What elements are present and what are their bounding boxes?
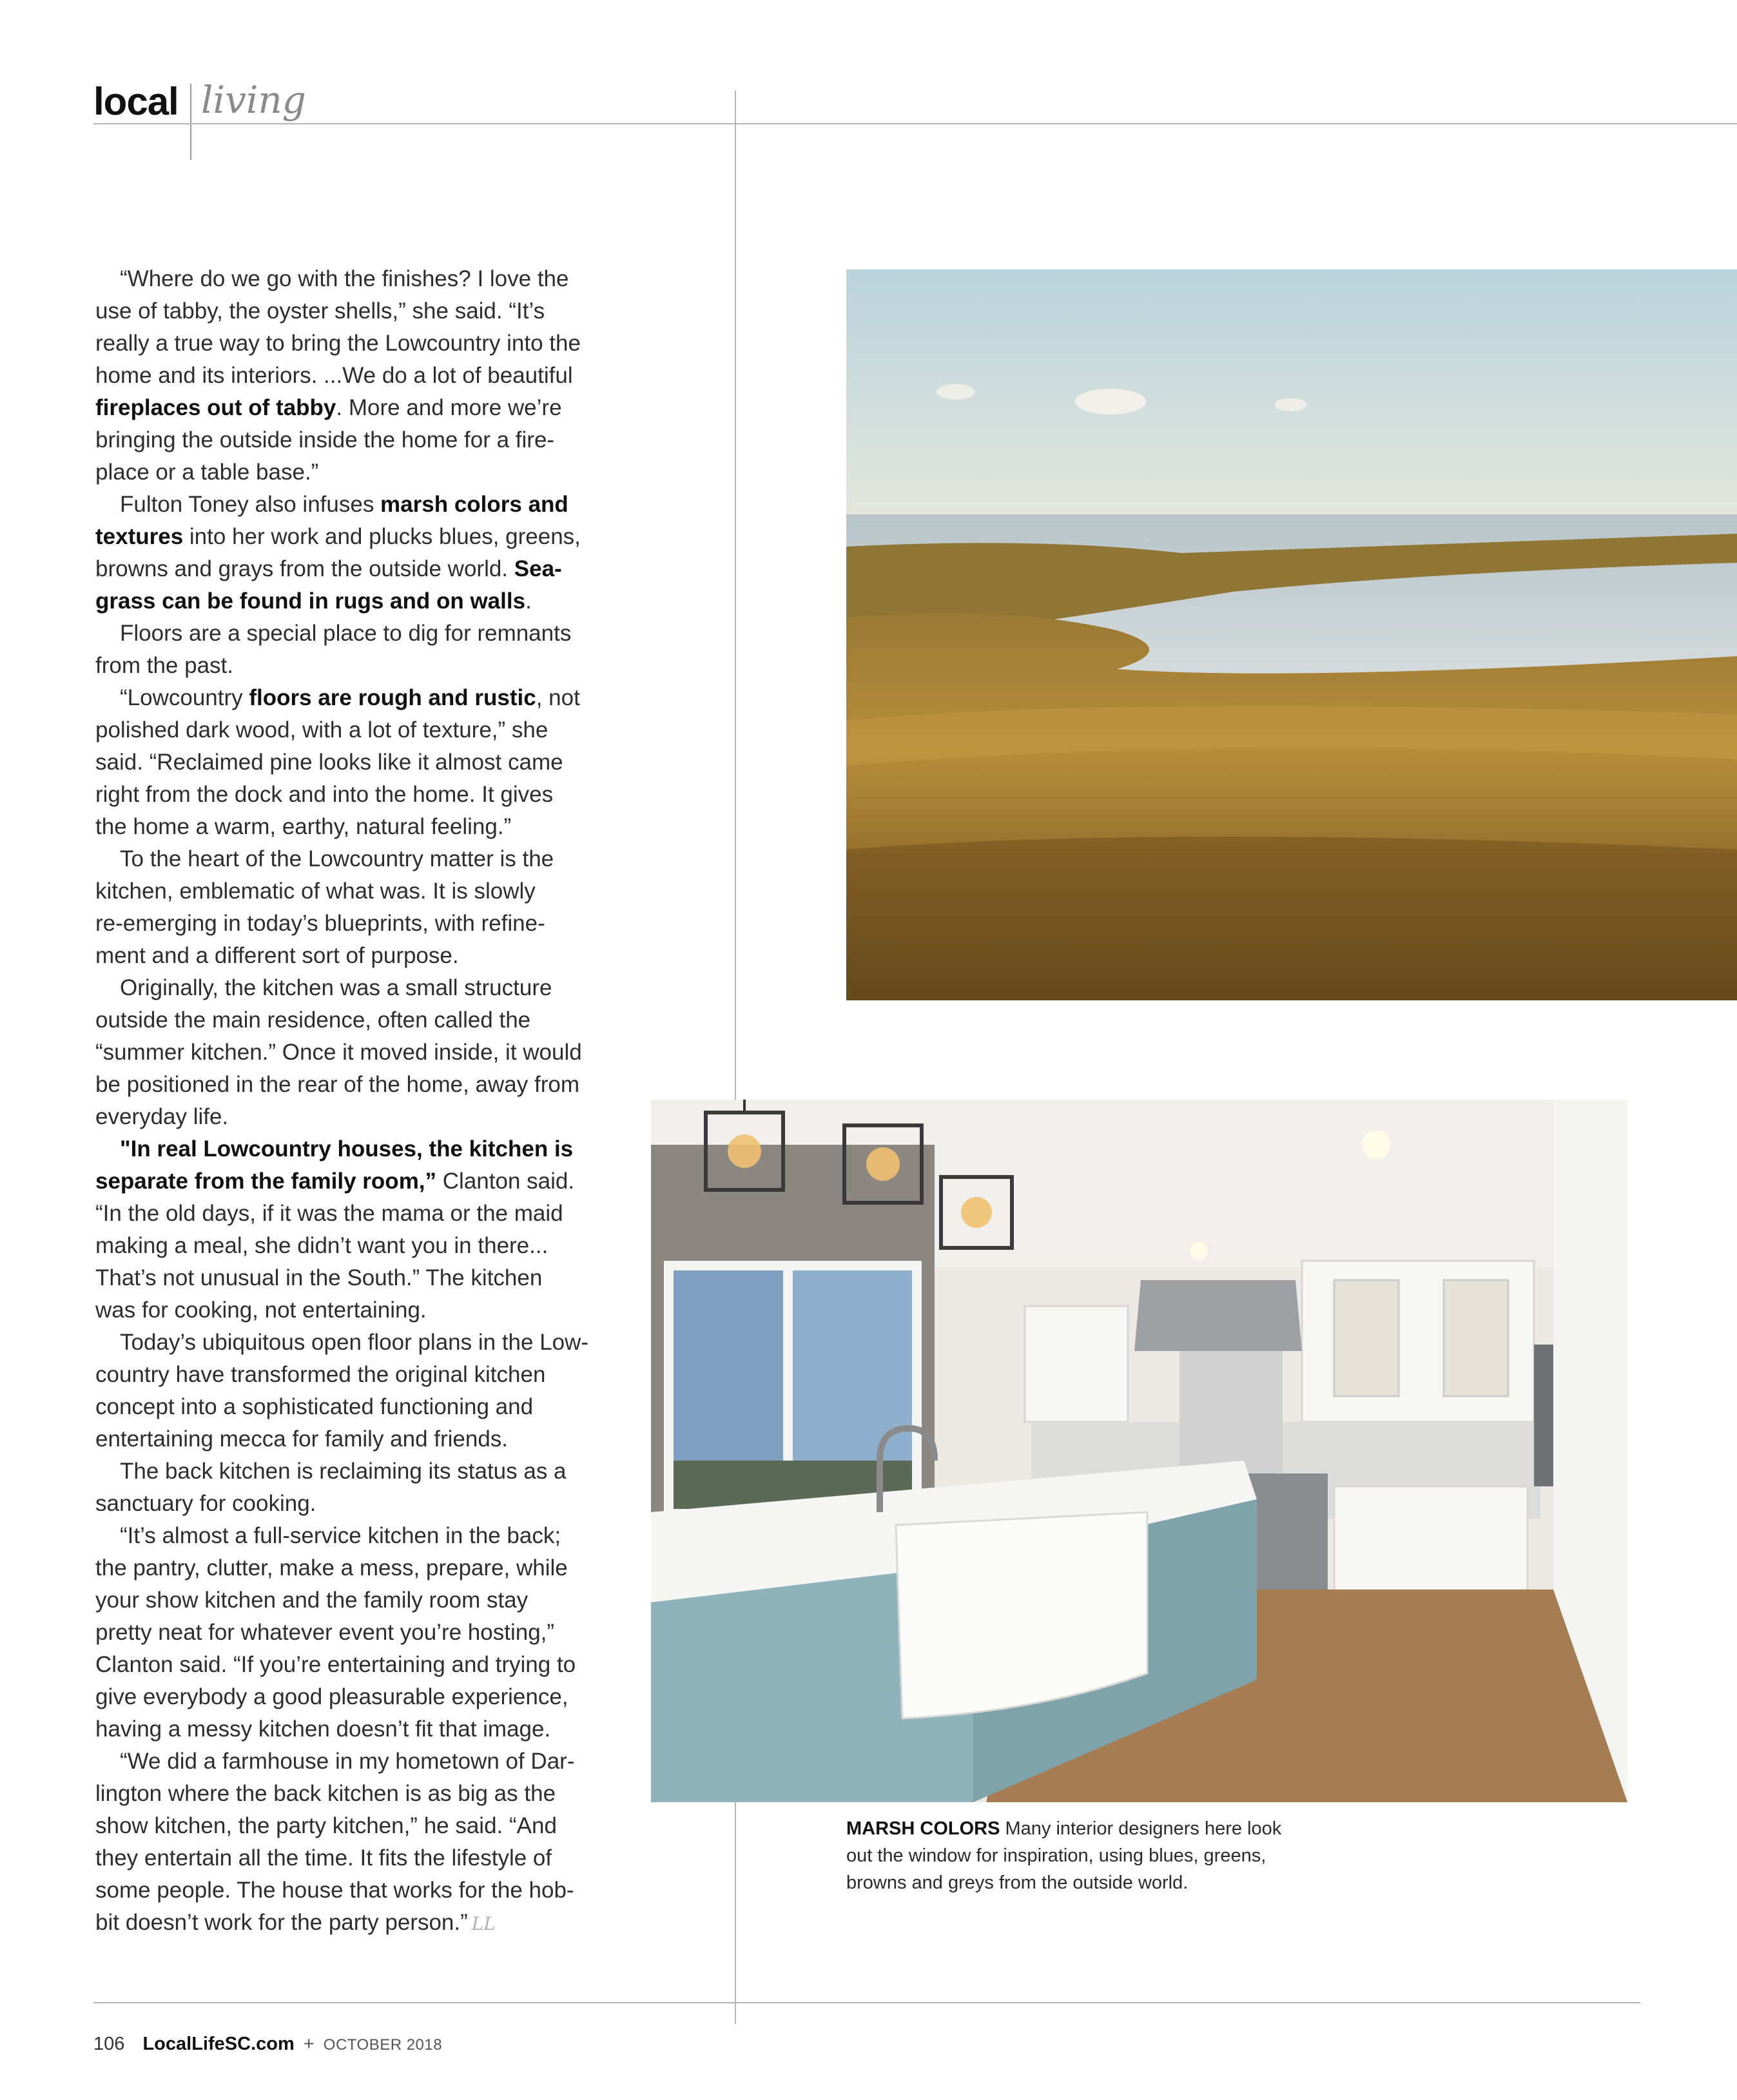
paragraph: “It’s almost a full-service kitchen in the back;: [120, 1523, 561, 1548]
top-rule: [93, 123, 1737, 124]
pull-quote-paragraph: "In real Lowcountry houses, the kitchen is: [120, 1136, 574, 1162]
caption-label: MARSH COLORS: [846, 1818, 1000, 1839]
page-number: 106: [93, 2034, 125, 2054]
photo-caption: MARSH COLORS Many interior designers here look out the window for inspiration, using blues, greens, browns and greys from the outside world.: [846, 1818, 1282, 1893]
paragraph: Floors are a special place to dig for remnants: [120, 621, 572, 646]
bottom-rule: [93, 2002, 1640, 2003]
paragraph: Today’s ubiquitous open floor plans in the Low-: [120, 1330, 589, 1355]
article-body: “Where do we go with the finishes? I love the use of tabby, the oyster shells,” she said. “It’s really a true way to bring the Lowcountry into the home and its interiors. ...We do a lot of beautiful fireplaces out of tabby. More and more we’re bringing the outside inside the home for a fire- place or a table base.” Fulton Toney also infuses marsh colors and textures into her work and plucks blues, greens, browns and grays from the outside world. Sea- grass can be found in rugs and on walls. Floors are a special place to dig for remnants from the past. “Lowcountry floors are rough and rustic, not polished dark wood, with a lot of texture,” she said. “Reclaimed pine looks like it almost came right from the dock and into the home. It gives the home a warm, earthy, natural feeling.” To the heart of the Lowcountry matter is the kitchen, emblematic of what was. It is slowly re-emerging in today’s blueprints, with refine- ment and a different sort of purpose. Originally, the kitchen was a small structure outside the main residence, often called the “summer kitchen.” Once it moved inside, it would be positioned in the rear of the home, away from everyday life. "In real Lowcountry houses, the kitchen is separate from the family room,” Clanton said. “In the old days, if it was the mama or the maid making a meal, she didn’t want you in there... That’s not unusual in the South.” The kitchen was for cooking, not entertaining. Today’s ubiquitous open floor plans in the Low- country have transformed the original kitchen concept into a sophisticated functioning and entertaining mecca for family and friends. The back kitchen is reclaiming its status as a sanctuary for cooking. “It’s almost a full-service kitchen in the back; the pantry, clutter, make a mess, prepare, while your show kitchen and the family room stay pretty neat for whatever event you’re hosting,” Clanton said. “If you’re entertaining and trying to give everybody a good pleasurable experience, having a messy kitchen doesn’t fit that image. “We did a farmhouse in my hometown of Dar- lington where the back kitchen is as big as the show kitchen, the party kitchen,” he said. “And they entertain all the time. It fits the lifestyle of some people. The house that works for the hob- bit doesn’t work for the party person.” LL: [95, 263, 637, 1940]
header-divider: [190, 84, 191, 160]
brand-logo: local: [93, 80, 179, 123]
paragraph: “We did a farmhouse in my hometown of Dar-: [120, 1749, 575, 1774]
marsh-photo: [846, 269, 1737, 1000]
page-footer: [93, 2035, 442, 2054]
paragraph: To the heart of the Lowcountry matter is the: [120, 846, 554, 871]
footer-separator: +: [303, 2034, 315, 2054]
paragraph: “Where do we go with the finishes? I love the: [120, 266, 569, 291]
issue-date: OCTOBER 2018: [323, 2036, 443, 2054]
paragraph: Originally, the kitchen was a small structure: [120, 975, 552, 1000]
section-label: living: [201, 78, 306, 122]
paragraph: The back kitchen is reclaiming its status as a: [120, 1459, 567, 1484]
paragraph: “Lowcountry floors are rough and rustic, not: [120, 685, 580, 710]
site-name: LocalLifeSC.com: [142, 2034, 295, 2054]
paragraph: Fulton Toney also infuses marsh colors and: [120, 492, 568, 517]
end-mark: LL: [471, 1913, 496, 1934]
kitchen-photo: [651, 1100, 1627, 1802]
